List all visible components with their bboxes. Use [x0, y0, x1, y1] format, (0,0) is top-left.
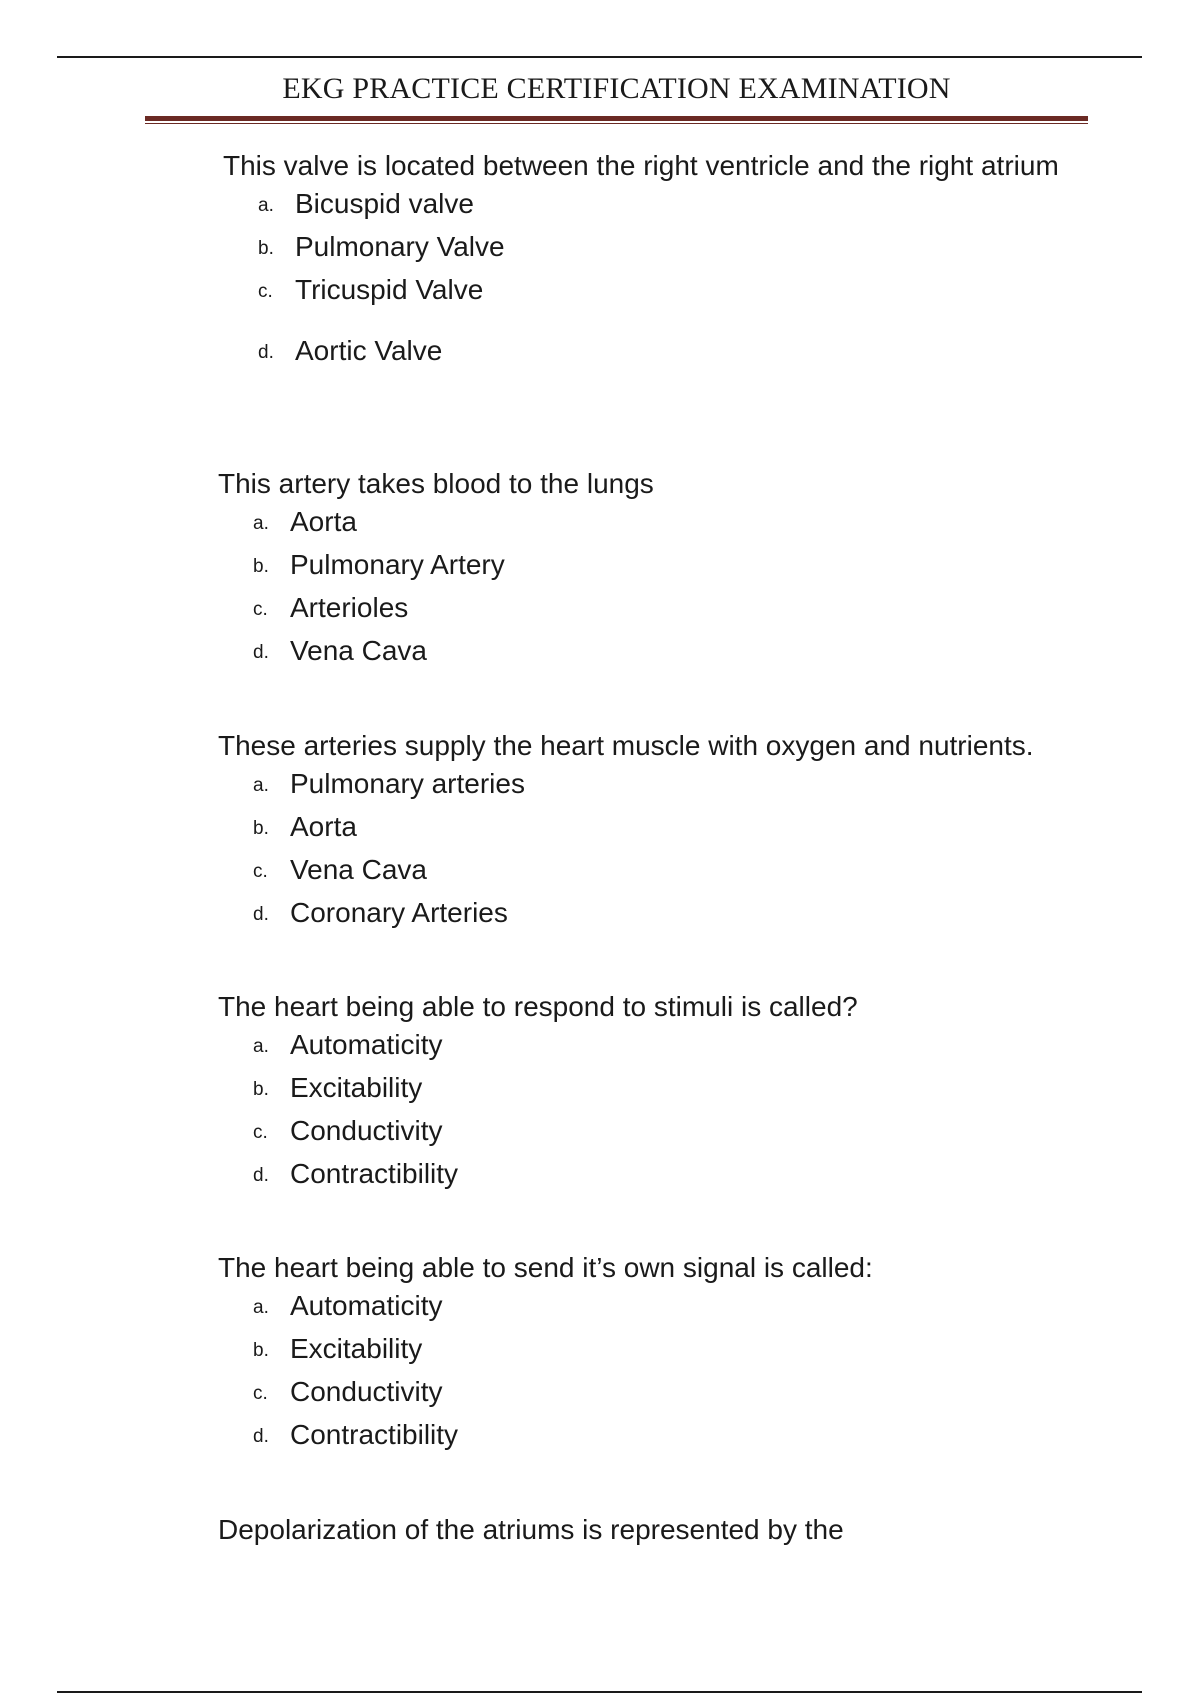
answer-option: [218, 1284, 1148, 1327]
question-6: [218, 1514, 1148, 1546]
option-marker: b.: [258, 238, 274, 259]
question-1: [223, 150, 1153, 372]
option-label: Excitability: [290, 1072, 423, 1103]
option-marker: c.: [258, 281, 273, 302]
answer-options: [218, 1023, 1148, 1195]
answer-option: [218, 586, 1148, 629]
answer-option: [218, 1370, 1148, 1413]
option-marker: a.: [258, 195, 274, 216]
header-divider: [145, 116, 1088, 121]
answer-option: [218, 1413, 1148, 1456]
option-marker: d.: [253, 642, 269, 663]
question-text: This artery takes blood to the lungs: [218, 468, 654, 499]
option-marker: d.: [258, 342, 274, 363]
option-marker: d.: [253, 1426, 269, 1447]
answer-option: [218, 891, 1148, 934]
option-label: Coronary Arteries: [290, 897, 508, 928]
answer-option: [218, 848, 1148, 891]
option-marker: b.: [253, 818, 269, 839]
option-label: Pulmonary Valve: [295, 231, 505, 262]
option-label: Automaticity: [290, 1029, 443, 1060]
answer-option: [218, 1152, 1148, 1195]
question-text: This valve is located between the right ventricle and the right atrium: [223, 150, 1059, 181]
option-label: Aortic Valve: [295, 335, 443, 366]
question-text: These arteries supply the heart muscle with oxygen and nutrients.: [218, 730, 1034, 761]
answer-option: [218, 1066, 1148, 1109]
option-marker: b.: [253, 556, 269, 577]
option-label: Vena Cava: [290, 854, 427, 885]
question-2: [218, 468, 1148, 672]
question-3: [218, 730, 1148, 934]
page-title: EKG PRACTICE CERTIFICATION EXAMINATION: [282, 72, 951, 105]
option-marker: d.: [253, 1165, 269, 1186]
answer-option: [218, 500, 1148, 543]
answer-options: [218, 762, 1148, 934]
option-label: Aorta: [290, 811, 357, 842]
option-marker: c.: [253, 1383, 268, 1404]
option-marker: a.: [253, 1036, 269, 1057]
option-label: Arterioles: [290, 592, 409, 623]
option-marker: a.: [253, 1297, 269, 1318]
option-label: Pulmonary arteries: [290, 768, 525, 799]
option-label: Contractibility: [290, 1158, 459, 1189]
option-label: Tricuspid Valve: [295, 274, 484, 305]
page-bottom-rule: [57, 1691, 1142, 1693]
question-text: The heart being able to send it’s own signal is called:: [218, 1252, 873, 1283]
option-marker: a.: [253, 513, 269, 534]
answer-option: [223, 329, 1153, 372]
question-text: The heart being able to respond to stimuli is called?: [218, 991, 858, 1022]
header-divider-thin: [145, 123, 1088, 124]
option-label: Conductivity: [290, 1115, 443, 1146]
answer-option: [218, 629, 1148, 672]
question-4: [218, 991, 1148, 1195]
option-label: Bicuspid valve: [295, 188, 474, 219]
answer-option: [218, 543, 1148, 586]
option-label: Excitability: [290, 1333, 423, 1364]
answer-options: [223, 182, 1153, 372]
answer-options: [218, 1284, 1148, 1456]
option-marker: d.: [253, 904, 269, 925]
option-marker: a.: [253, 775, 269, 796]
option-marker: b.: [253, 1079, 269, 1100]
option-marker: c.: [253, 1122, 268, 1143]
answer-option: [218, 805, 1148, 848]
question-text: Depolarization of the atriums is represented by the: [218, 1514, 844, 1545]
answer-option: [218, 1023, 1148, 1066]
option-label: Pulmonary Artery: [290, 549, 505, 580]
answer-options: [218, 500, 1148, 672]
page-top-rule: [57, 56, 1142, 58]
option-label: Contractibility: [290, 1419, 459, 1450]
answer-option: [223, 182, 1153, 225]
answer-option: [218, 1327, 1148, 1370]
option-marker: c.: [253, 599, 268, 620]
option-label: Aorta: [290, 506, 357, 537]
answer-option: [223, 225, 1153, 268]
answer-option: [218, 762, 1148, 805]
answer-option: [223, 268, 1153, 311]
option-label: Conductivity: [290, 1376, 443, 1407]
option-label: Automaticity: [290, 1290, 443, 1321]
option-marker: b.: [253, 1340, 269, 1361]
answer-option: [218, 1109, 1148, 1152]
option-marker: c.: [253, 861, 268, 882]
question-5: [218, 1252, 1148, 1456]
option-label: Vena Cava: [290, 635, 427, 666]
